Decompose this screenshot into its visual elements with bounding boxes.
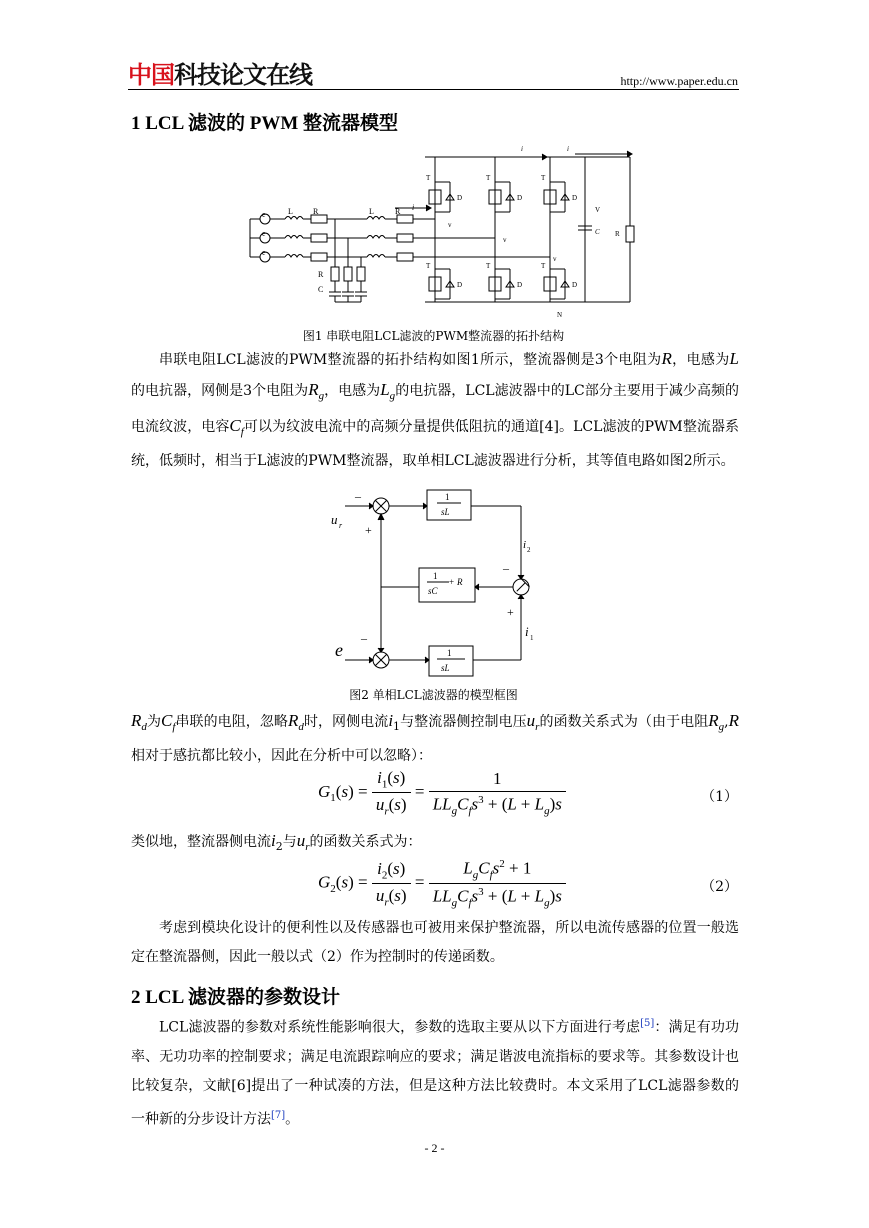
label-io: i (521, 145, 523, 153)
f2-sl: sL (441, 507, 450, 517)
figure-2-caption: 图2 单相LCL滤波器的模型框图 (349, 688, 518, 702)
label-i2: i (412, 203, 415, 212)
f2-minus-right: – (503, 561, 509, 575)
f2-rd: R (457, 577, 463, 587)
f2-plus-rd: + (449, 577, 455, 587)
f2-scf: sC (428, 586, 438, 596)
paragraph-3: 类似地，整流器侧电流$i_2$与$u_r$的函数关系式为： (131, 831, 422, 853)
label-tc2: T (541, 262, 546, 270)
label-r: R (395, 207, 401, 216)
section-2-title: 2 LCL 滤波器的参数设计 (131, 987, 341, 1008)
voltage-sources (250, 214, 270, 262)
header-rule (128, 89, 739, 90)
f2-i1: i (525, 624, 529, 639)
paragraph-2: $R_d$为$C_f$串联的电阻，忽略$R_d$时，网侧电流$i_1$与整流器侧控制电压$u_r$的函数关系式为（由于电阻$R_g,R$相对于感抗都比较小，因此在分析中可以忽略）： (131, 711, 739, 764)
f2-minus-bottom: – (361, 631, 367, 645)
label-da: D (457, 194, 463, 202)
label-vc: v (553, 255, 557, 263)
f2-ur: u (331, 512, 338, 527)
paragraph-4: 考虑到模块化设计的便利性以及传感器也可被用来保护整流器，所以电流传感器的位置一般选定在整流器侧，因此一般以式（2）作为控制时的传递函数。 (131, 920, 739, 965)
f2-plus-left: + (365, 523, 372, 537)
paragraph-1: 串联电阻LCL滤波的PWM整流器的拓扑结构如图1所示，整流器侧是3个电阻为R，电感为L的电抗器，网侧是3个电阻为$R_g$，电感为$L_g$的电抗器，LCL滤波器中的LC部分主要用于减少高频的电流纹波，电容$C_f$可以为纹波电流中的高频分量提供低阻抗的通道[4]。LCL滤波的PWM整流器系统，低频时，相当于L滤波的PWM整流器，取单相LCL滤波器进行分析，其等值电路如图2所示。 (131, 349, 740, 469)
rc-branches (329, 219, 367, 302)
f2-one-b: 1 (433, 571, 438, 581)
label-rl: R (615, 230, 620, 238)
f2-e: e (335, 640, 343, 660)
label-da2: D (457, 281, 463, 289)
label-cf: C (318, 285, 324, 294)
header-url[interactable]: http://www.paper.edu.cn (620, 74, 738, 88)
label-tb: T (486, 174, 491, 182)
label-tc: T (541, 174, 546, 182)
figure-1-caption: 图1 串联电阻LCL滤波的PWM整流器的拓扑结构 (302, 329, 565, 343)
label-db2: D (517, 281, 523, 289)
ref-7-link[interactable]: [7] (271, 1109, 286, 1121)
journal-logo (128, 60, 312, 90)
label-va: v (448, 221, 452, 229)
page-number: - 2 - (424, 1141, 445, 1155)
paragraph-5: LCL滤波器的参数对系统性能影响很大，参数的选取主要从以下方面进行考虑[5]：满足有功功率、无功功率的控制要求；满足电流跟踪响应的要求；满足谐波电流指标的要求等。其参数设计也比较复杂，文献[6]提出了一种试凑的方法，但是这种方法比较费时。本文采用了LCL滤器参数的一种新的分步设计方法[7]。 (131, 1018, 739, 1128)
label-ec: e (262, 248, 266, 257)
logo-black-text: 科技论文在线 (174, 61, 312, 89)
label-eb: e (262, 229, 266, 238)
label-vb: v (503, 236, 507, 244)
f2-ur-sub: r (339, 521, 343, 530)
equation-1-number: （1） (701, 789, 738, 805)
label-dc: D (572, 194, 578, 202)
f2-one-c: 1 (447, 648, 452, 658)
f2-i1-sub: 1 (530, 634, 534, 642)
equation-2: $G_2(s)$ = $\frac{i_2(s)}{u_r(s)}$ = $\frac{L_gC_fs^2 + 1}{LL_gC_fs^3 + (L + L_g)s}$ (318, 858, 566, 909)
phase-lines (270, 205, 550, 261)
ref-5-link[interactable]: [5] (640, 1018, 655, 1029)
figure-2-block-diagram (325, 486, 545, 686)
figure-1-circuit (245, 142, 665, 324)
label-dc2: D (572, 281, 578, 289)
f2-slg: sL (441, 663, 450, 673)
igbt-bridge (425, 151, 634, 302)
label-il: i (567, 145, 569, 153)
section-1-title: 1 LCL 滤波的 PWM 整流器模型 (131, 113, 399, 134)
equation-2-number: （2） (701, 879, 738, 895)
label-rd: R (318, 270, 324, 279)
f2-plus-right: + (507, 605, 514, 619)
f2-one-a: 1 (445, 492, 450, 502)
label-ta: T (426, 174, 431, 182)
equation-1: $G_1(s)$ = $\frac{i_1(s)}{u_r(s)}$ = $\frac{1}{LL_gC_fs^3 + (L + L_g)s}$ (318, 768, 566, 818)
f2-i2: i (523, 539, 527, 551)
label-tb2: T (486, 262, 491, 270)
label-rg: R (313, 207, 319, 216)
label-lg: L (288, 207, 293, 216)
label-ta2: T (426, 262, 431, 270)
label-l: L (369, 207, 374, 216)
label-c: C (595, 228, 600, 236)
logo-red-text: 中国 (128, 61, 174, 89)
f2-minus-top: – (355, 489, 361, 503)
label-n: N (557, 311, 563, 319)
label-db: D (517, 194, 523, 202)
label-ea: e (262, 210, 266, 219)
f2-i2-sub: 2 (527, 546, 531, 554)
label-vdc: V (595, 206, 601, 214)
